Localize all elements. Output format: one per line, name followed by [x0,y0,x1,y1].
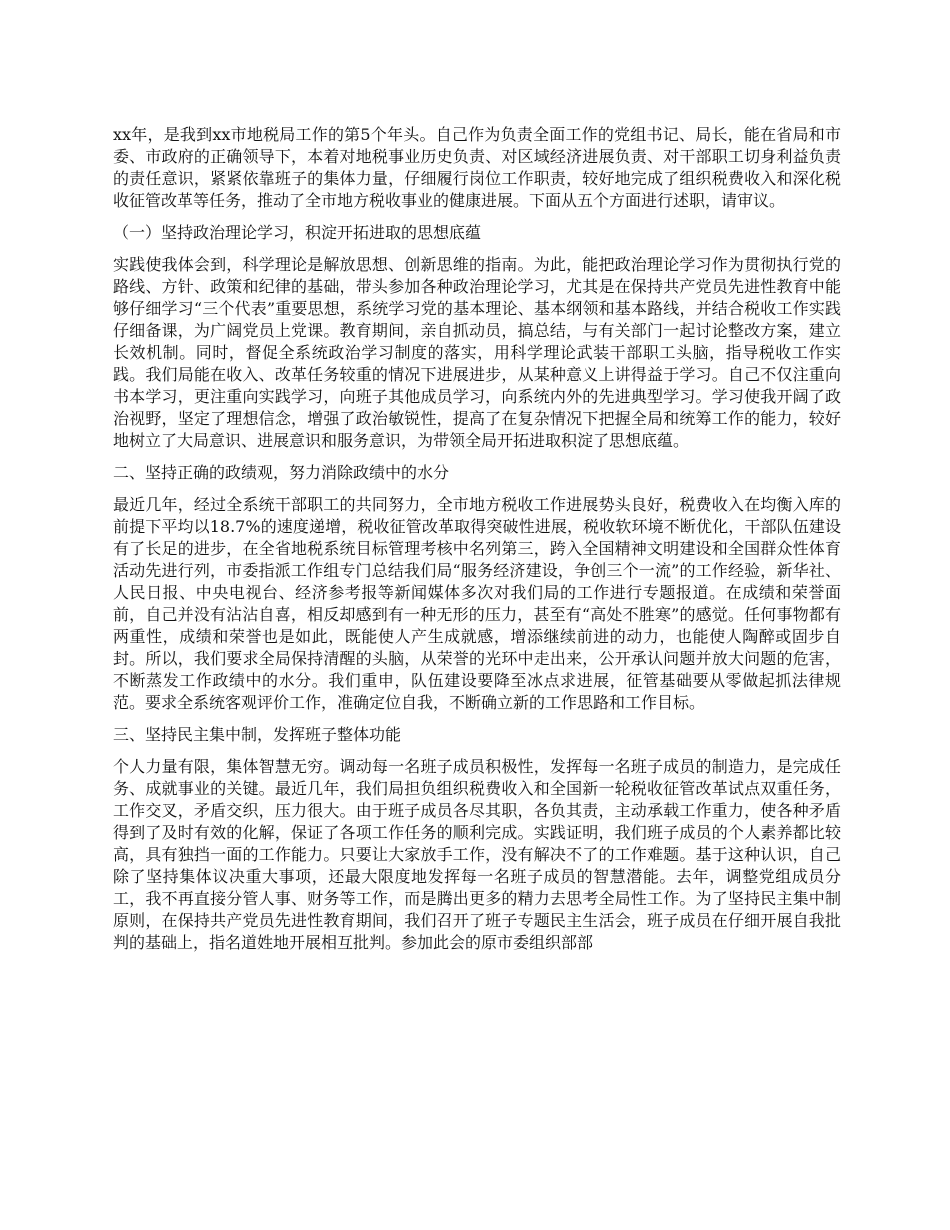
section-1-paragraph: 实践使我体会到，科学理论是解放思想、创新思维的指南。为此，能把政治理论学习作为贯彻执行党的路线、方针、政策和纪律的基础，带头参加各种政治理论学习，尤其是在保持共产党员先进性教育中能够仔细学习“三个代表”重要思想，系统学习党的基本理论、基本纲领和基本路线，并结合税收工作实践仔细备课，为广阔党员上党课。教育期间，亲自抓动员，搞总结，与有关部门一起讨论整改方案，建立长效机制。同时，督促全系统政治学习制度的落实，用科学理论武装干部职工头脑，指导税收工作实践。我们局能在收入、改革任务较重的情况下进展进步，从某种意义上讲得益于学习。自己不仅注重向书本学习，更注重向实践学习，向班子其他成员学习，向系统内外的先进典型学习。学习使我开阔了政治视野，坚定了理想信念，增强了政治敏锐性，提高了在复杂情况下把握全局和统筹工作的能力，较好地树立了大局意识、进展意识和服务意识，为带领全局开拓进取积淀了思想底蕴。 [113,255,841,450]
intro-paragraph: xx年，是我到xx市地税局工作的第5个年头。自己作为负责全面工作的党组书记、局长，能在省局和市委、市政府的正确领导下，本着对地税事业历史负责、对区域经济进展负责、对干部职工切身利益负责的责任意识，紧紧依靠班子的集体力量，仔细履行岗位工作职责，较好地完成了组织税费收入和深化税收征管改革等任务，推动了全市地方税收事业的健康进展。下面从五个方面进行述职，请审议。 [113,125,841,210]
section-heading-1: （一）坚持政治理论学习，积淀开拓进取的思想底蕴 [113,223,482,242]
document-body [113,124,841,964]
section-heading-2: 二、坚持正确的政绩观，努力消除政绩中的水分 [113,463,450,482]
section-3-paragraph: 个人力量有限，集体智慧无穷。调动每一名班子成员积极性，发挥每一名班子成员的制造力，是完成任务、成就事业的关键。最近几年，我们局担负组织税费收入和全国新一轮税收征管改革试点双重任务，工作交叉，矛盾交织，压力很大。由于班子成员各尽其职，各负其责，主动承载工作重力，使各种矛盾得到了及时有效的化解，保证了各项工作任务的顺利完成。实践证明，我们班子成员的个人素养都比较高，具有独挡一面的工作能力。只要让大家放手工作，没有解决不了的工作难题。基于这种认识，自己除了坚持集体议决重大事项，还最大限度地发挥每一名班子成员的智慧潜能。去年，调整党组成员分工，我不再直接分管人事、财务等工作，而是腾出更多的精力去思考全局性工作。为了坚持民主集中制原则，在保持共产党员先进性教育期间，我们召开了班子专题民主生活会，班子成员在仔细开展自我批判的基础上，指名道姓地开展相互批判。参加此会的原市委组织部部 [113,757,841,952]
section-2-paragraph: 最近几年，经过全系统干部职工的共同努力，全市地方税收工作进展势头良好，税费收入在均衡入库的前提下平均以18.7%的速度递增，税收征管改革取得突破性进展，税收软环境不断优化，干部队伍建设有了长足的进步，在全省地税系统目标管理考核中名列第三，跨入全国精神文明建设和全国群众性体育活动先进行列，市委指派工作组专门总结我们局“服务经济建设，争创三个一流”的工作经验，新华社、人民日报、中央电视台、经济参考报等新闻媒体多次对我们局的工作进行专题报道。在成绩和荣誉面前，自己并没有沾沾自喜，相反却感到有一种无形的压力，甚至有“高处不胜寒”的感觉。任何事物都有两重性，成绩和荣誉也是如此，既能使人产生成就感，增添继续前进的动力，也能使人陶醉或固步自封。所以，我们要求全局保持清醒的头脑，从荣誉的光环中走出来，公开承认问题并放大问题的危害，不断蒸发工作政绩中的水分。我们重申，队伍建设要降至冰点求进展，征管基础要从零做起抓法律规范。要求全系统客观评价工作，准确定位自我，不断确立新的工作思路和工作目标。 [113,495,841,712]
section-heading-3: 三、坚持民主集中制，发挥班子整体功能 [113,725,402,744]
